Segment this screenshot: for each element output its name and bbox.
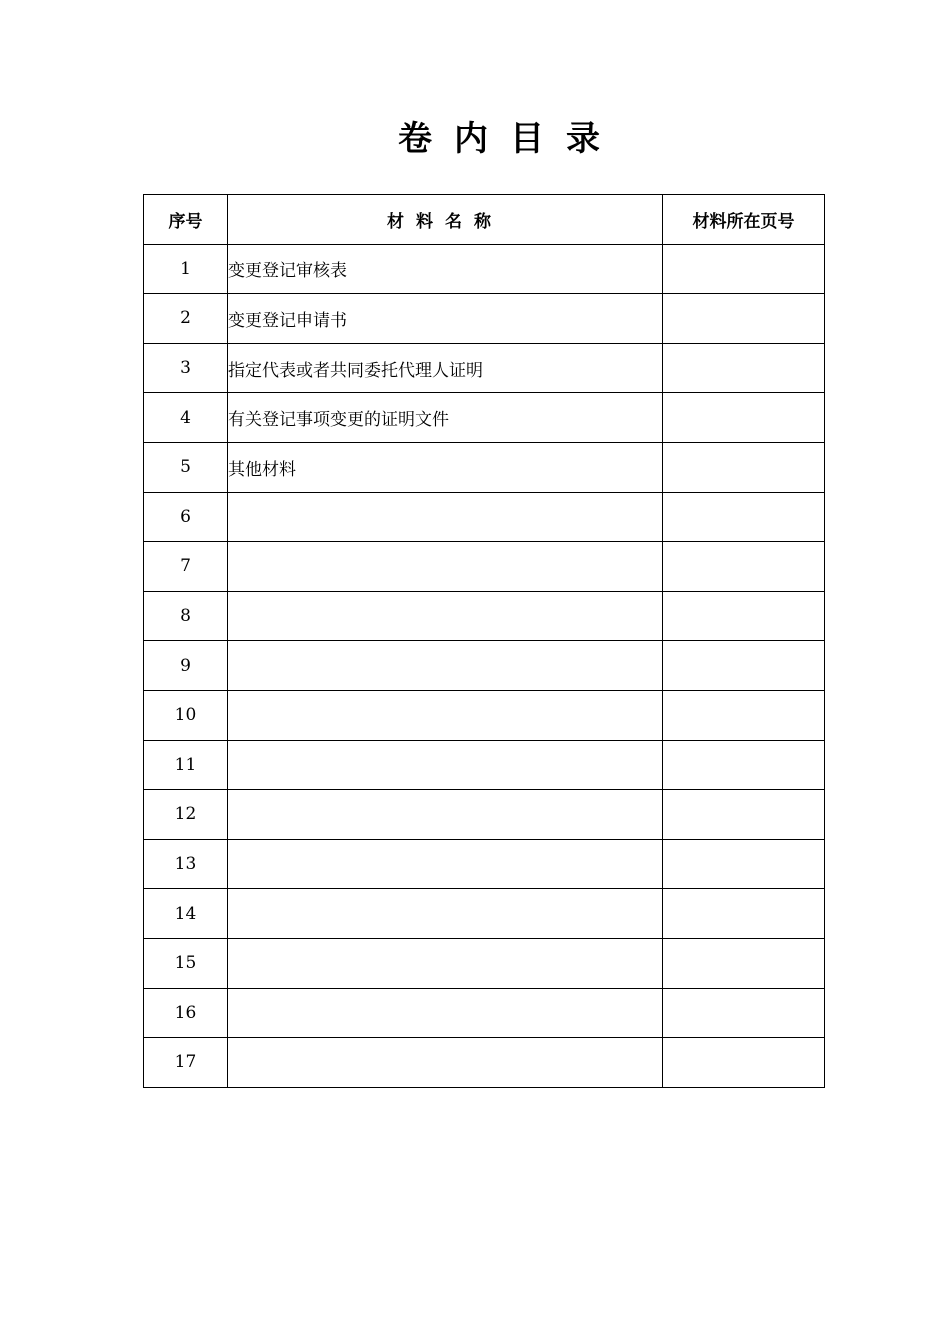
- material-page: [663, 442, 825, 492]
- table-header-row: [144, 195, 825, 245]
- material-page: [663, 294, 825, 344]
- material-page: [663, 988, 825, 1038]
- material-page: [663, 839, 825, 889]
- table-row: [144, 641, 825, 691]
- material-name: [228, 591, 663, 641]
- table-row: [144, 542, 825, 592]
- table-row: [144, 393, 825, 443]
- material-page: [663, 641, 825, 691]
- row-number: 9: [144, 641, 228, 691]
- row-number: 16: [144, 988, 228, 1038]
- material-name: [228, 641, 663, 691]
- material-page: [663, 740, 825, 790]
- material-name: [228, 740, 663, 790]
- row-number: 1: [144, 244, 228, 294]
- table-row: [144, 889, 825, 939]
- material-page: [663, 889, 825, 939]
- material-name: [228, 1038, 663, 1088]
- row-number: 4: [144, 393, 228, 443]
- material-page: [663, 690, 825, 740]
- material-page: [663, 938, 825, 988]
- table-row: [144, 839, 825, 889]
- material-name: [228, 492, 663, 542]
- table-body: [144, 244, 825, 1087]
- material-page: [663, 244, 825, 294]
- material-name: 其他材料: [228, 442, 663, 492]
- catalog-table: [143, 194, 825, 1088]
- header-name: 材料名称: [228, 195, 663, 245]
- table-row: [144, 244, 825, 294]
- row-number: 13: [144, 839, 228, 889]
- table-row: [144, 1038, 825, 1088]
- header-page: 材料所在页号: [663, 195, 825, 245]
- material-page: [663, 343, 825, 393]
- material-page: [663, 393, 825, 443]
- material-name: 变更登记审核表: [228, 244, 663, 294]
- row-number: 5: [144, 442, 228, 492]
- row-number: 11: [144, 740, 228, 790]
- row-number: 15: [144, 938, 228, 988]
- page-title: 卷内目录: [398, 119, 622, 159]
- table-row: [144, 294, 825, 344]
- material-page: [663, 1038, 825, 1088]
- table-row: [144, 442, 825, 492]
- material-page: [663, 542, 825, 592]
- material-name: 指定代表或者共同委托代理人证明: [228, 343, 663, 393]
- table-row: [144, 740, 825, 790]
- row-number: 17: [144, 1038, 228, 1088]
- material-page: [663, 591, 825, 641]
- table-row: [144, 690, 825, 740]
- material-page: [663, 790, 825, 840]
- row-number: 10: [144, 690, 228, 740]
- material-name: [228, 542, 663, 592]
- table-row: [144, 343, 825, 393]
- material-name: 变更登记申请书: [228, 294, 663, 344]
- table-row: [144, 591, 825, 641]
- material-name: [228, 988, 663, 1038]
- row-number: 14: [144, 889, 228, 939]
- table-row: [144, 938, 825, 988]
- row-number: 2: [144, 294, 228, 344]
- material-name: 有关登记事项变更的证明文件: [228, 393, 663, 443]
- material-name: [228, 938, 663, 988]
- row-number: 6: [144, 492, 228, 542]
- table-row: [144, 790, 825, 840]
- row-number: 3: [144, 343, 228, 393]
- row-number: 7: [144, 542, 228, 592]
- row-number: 12: [144, 790, 228, 840]
- material-name: [228, 690, 663, 740]
- material-name: [228, 790, 663, 840]
- material-name: [228, 839, 663, 889]
- header-no: 序号: [144, 195, 228, 245]
- material-name: [228, 889, 663, 939]
- table-row: [144, 492, 825, 542]
- row-number: 8: [144, 591, 228, 641]
- table-row: [144, 988, 825, 1038]
- material-page: [663, 492, 825, 542]
